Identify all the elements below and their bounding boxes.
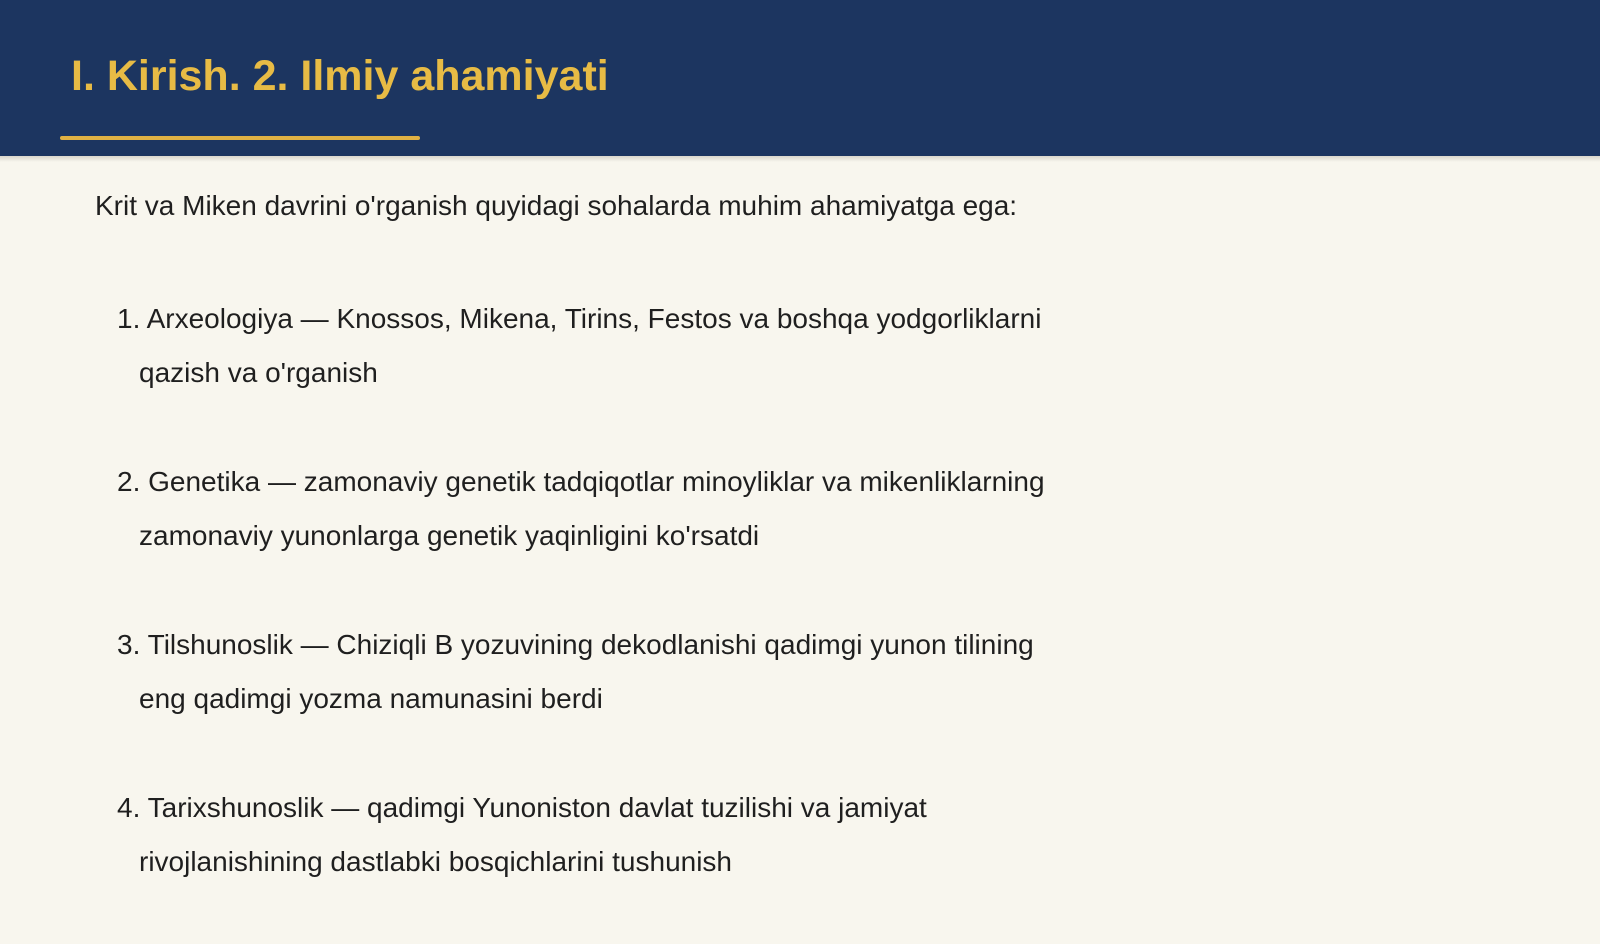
list-item-line-1: 4. Tarixshunoslik — qadimgi Yunoniston davlat tuzilishi va jamiyat bbox=[117, 792, 927, 823]
slide-title: I. Kirish. 2. Ilmiy ahamiyati bbox=[71, 52, 609, 100]
significance-list bbox=[117, 292, 1097, 944]
list-item bbox=[117, 781, 1097, 889]
intro-text: Krit va Miken davrini o'rganish quyidagi sohalarda muhim ahamiyatga ega: bbox=[95, 190, 1018, 221]
list-item-line-2: rivojlanishining dastlabki bosqichlarini tushunish bbox=[139, 846, 733, 877]
list-item-line-1: 3. Tilshunoslik — Chiziqli B yozuvining dekodlanishi qadimgi yunon tilining bbox=[117, 629, 1034, 660]
list-item-line-1: 1. Arxeologiya — Knossos, Mikena, Tirins, Festos va boshqa yodgorliklarni bbox=[117, 303, 1042, 334]
list-item-line-2: zamonaviy yunonlarga genetik yaqinligini ko'rsatdi bbox=[139, 520, 760, 551]
header-divider bbox=[0, 156, 1600, 162]
list-item bbox=[117, 292, 1097, 400]
list-item bbox=[117, 618, 1097, 726]
list-item bbox=[117, 455, 1097, 563]
slide-header bbox=[0, 0, 1600, 156]
list-item-line-2: eng qadimgi yozma namunasini berdi bbox=[139, 683, 603, 714]
title-underline bbox=[60, 136, 420, 140]
list-item-line-1: 2. Genetika — zamonaviy genetik tadqiqotlar minoyliklar va mikenliklarning bbox=[117, 466, 1045, 497]
list-item-line-2: qazish va o'rganish bbox=[139, 357, 378, 388]
